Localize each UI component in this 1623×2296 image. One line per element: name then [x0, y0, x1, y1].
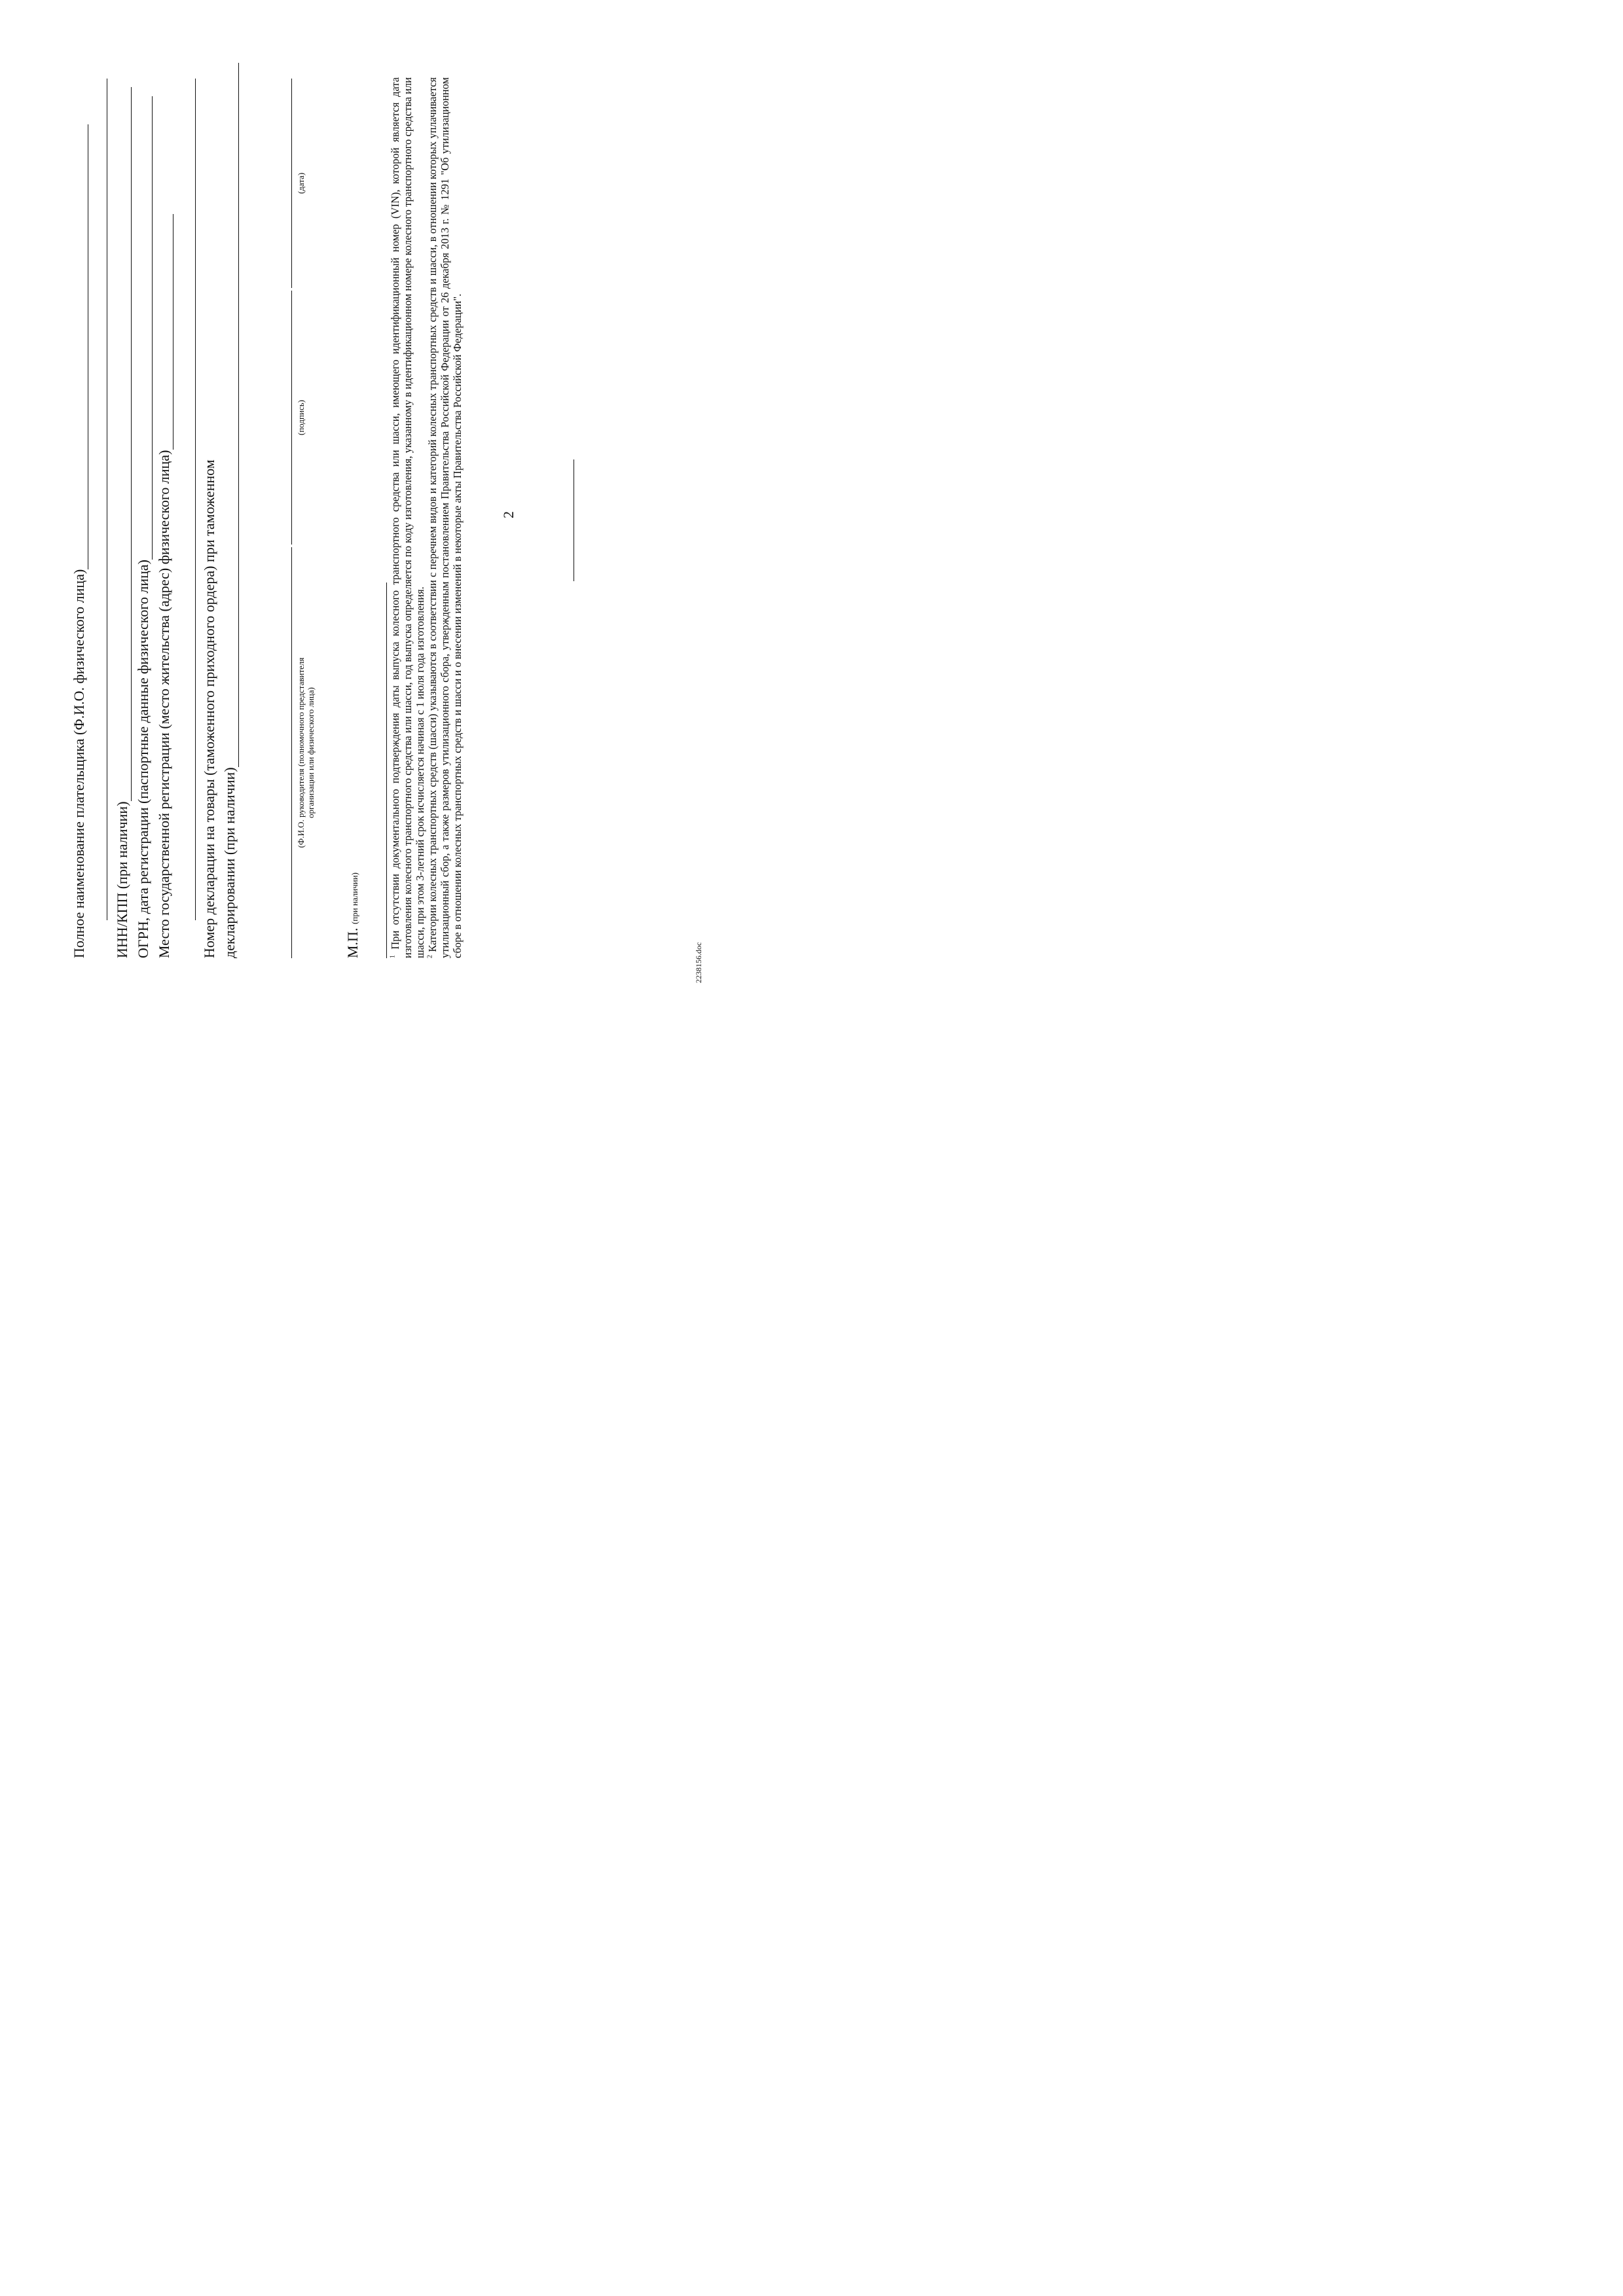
inn-kpp-field	[113, 87, 132, 958]
stamp-note: (при наличии)	[350, 872, 359, 925]
inn-kpp-blank	[113, 87, 132, 801]
inn-kpp-label: ИНН/КПП (при наличии)	[114, 801, 130, 958]
stamp-label: М.П.	[344, 927, 361, 958]
date-line	[291, 79, 292, 288]
declaration-field-line2	[220, 63, 239, 958]
payer-name-label: Полное наименование плательщика (Ф.И.О. физического лица)	[71, 569, 87, 958]
declaration-label-line1: Номер декларации на товары (таможенного приходного ордера) при таможенном	[201, 459, 217, 958]
stamp-placeholder	[344, 872, 361, 958]
fio-caption-line2: организации или физического лица)	[306, 687, 316, 818]
footnote-2-marker: 2	[426, 955, 434, 958]
rotated-document-page	[0, 0, 722, 1021]
footnote-2-text: Категории колесных транспортных средств (шасси) указываются в соответствии с перечнем видов и категорий колесных транспортных средств и шасси, в отношении которых уплачивается утилизационный сбор, а также размеров утилизационного сбора, утвержденным постановлением Правительства Российской Федерации от 26 декабря 2013 г. № 1291 "Об утилизационном сборе в отношении колесных транспортных средств и шасси и о внесении изменений в некоторые акты Правительства Российской Федерации".	[426, 77, 464, 958]
fio-caption	[296, 547, 316, 958]
fio-caption-line1: (Ф.И.О. руководителя (полномочного представителя	[296, 657, 306, 848]
declaration-blank	[220, 63, 239, 767]
signature-caption: (подпись)	[296, 400, 306, 435]
document-filename: 2238156.doc	[694, 942, 703, 983]
footnote-2	[426, 77, 464, 958]
payer-name-field	[69, 124, 88, 958]
fio-signature-line	[291, 547, 292, 958]
footnotes	[389, 77, 464, 958]
address-blank	[155, 215, 173, 450]
ogrn-label: ОГРН, дата регистрации (паспортные данные физического лица)	[135, 560, 151, 958]
ogrn-blank	[134, 96, 153, 560]
declaration-label-line2: декларировании (при наличии)	[221, 767, 238, 958]
footnote-separator	[386, 583, 387, 958]
address-label: Место государственной регистрации (место жительства (адрес) физического лица)	[156, 450, 172, 958]
address-field	[155, 215, 173, 959]
date-caption: (дата)	[296, 172, 306, 194]
address-continuation-line	[195, 79, 196, 920]
footnote-1-marker: 1	[389, 955, 397, 958]
footnote-1-text: При отсутствии документального подтверждения даты выпуска колесного транспортного средства или шасси, имеющего идентификационный номер (VIN), которой является дата изготовления колесного транспортного средства или шасси, год выпуска определяется по коду изготовления, указанному в идентификационном номере колесного транспортного средства или шасси, при этом 3-летний срок исчисляется начиная с 1 июля года изготовления.	[389, 77, 426, 958]
ogrn-field	[134, 96, 153, 958]
payer-name-blank	[69, 124, 88, 569]
page-number: 2	[500, 511, 517, 518]
signature-line	[291, 291, 292, 545]
footnote-1	[389, 77, 426, 958]
